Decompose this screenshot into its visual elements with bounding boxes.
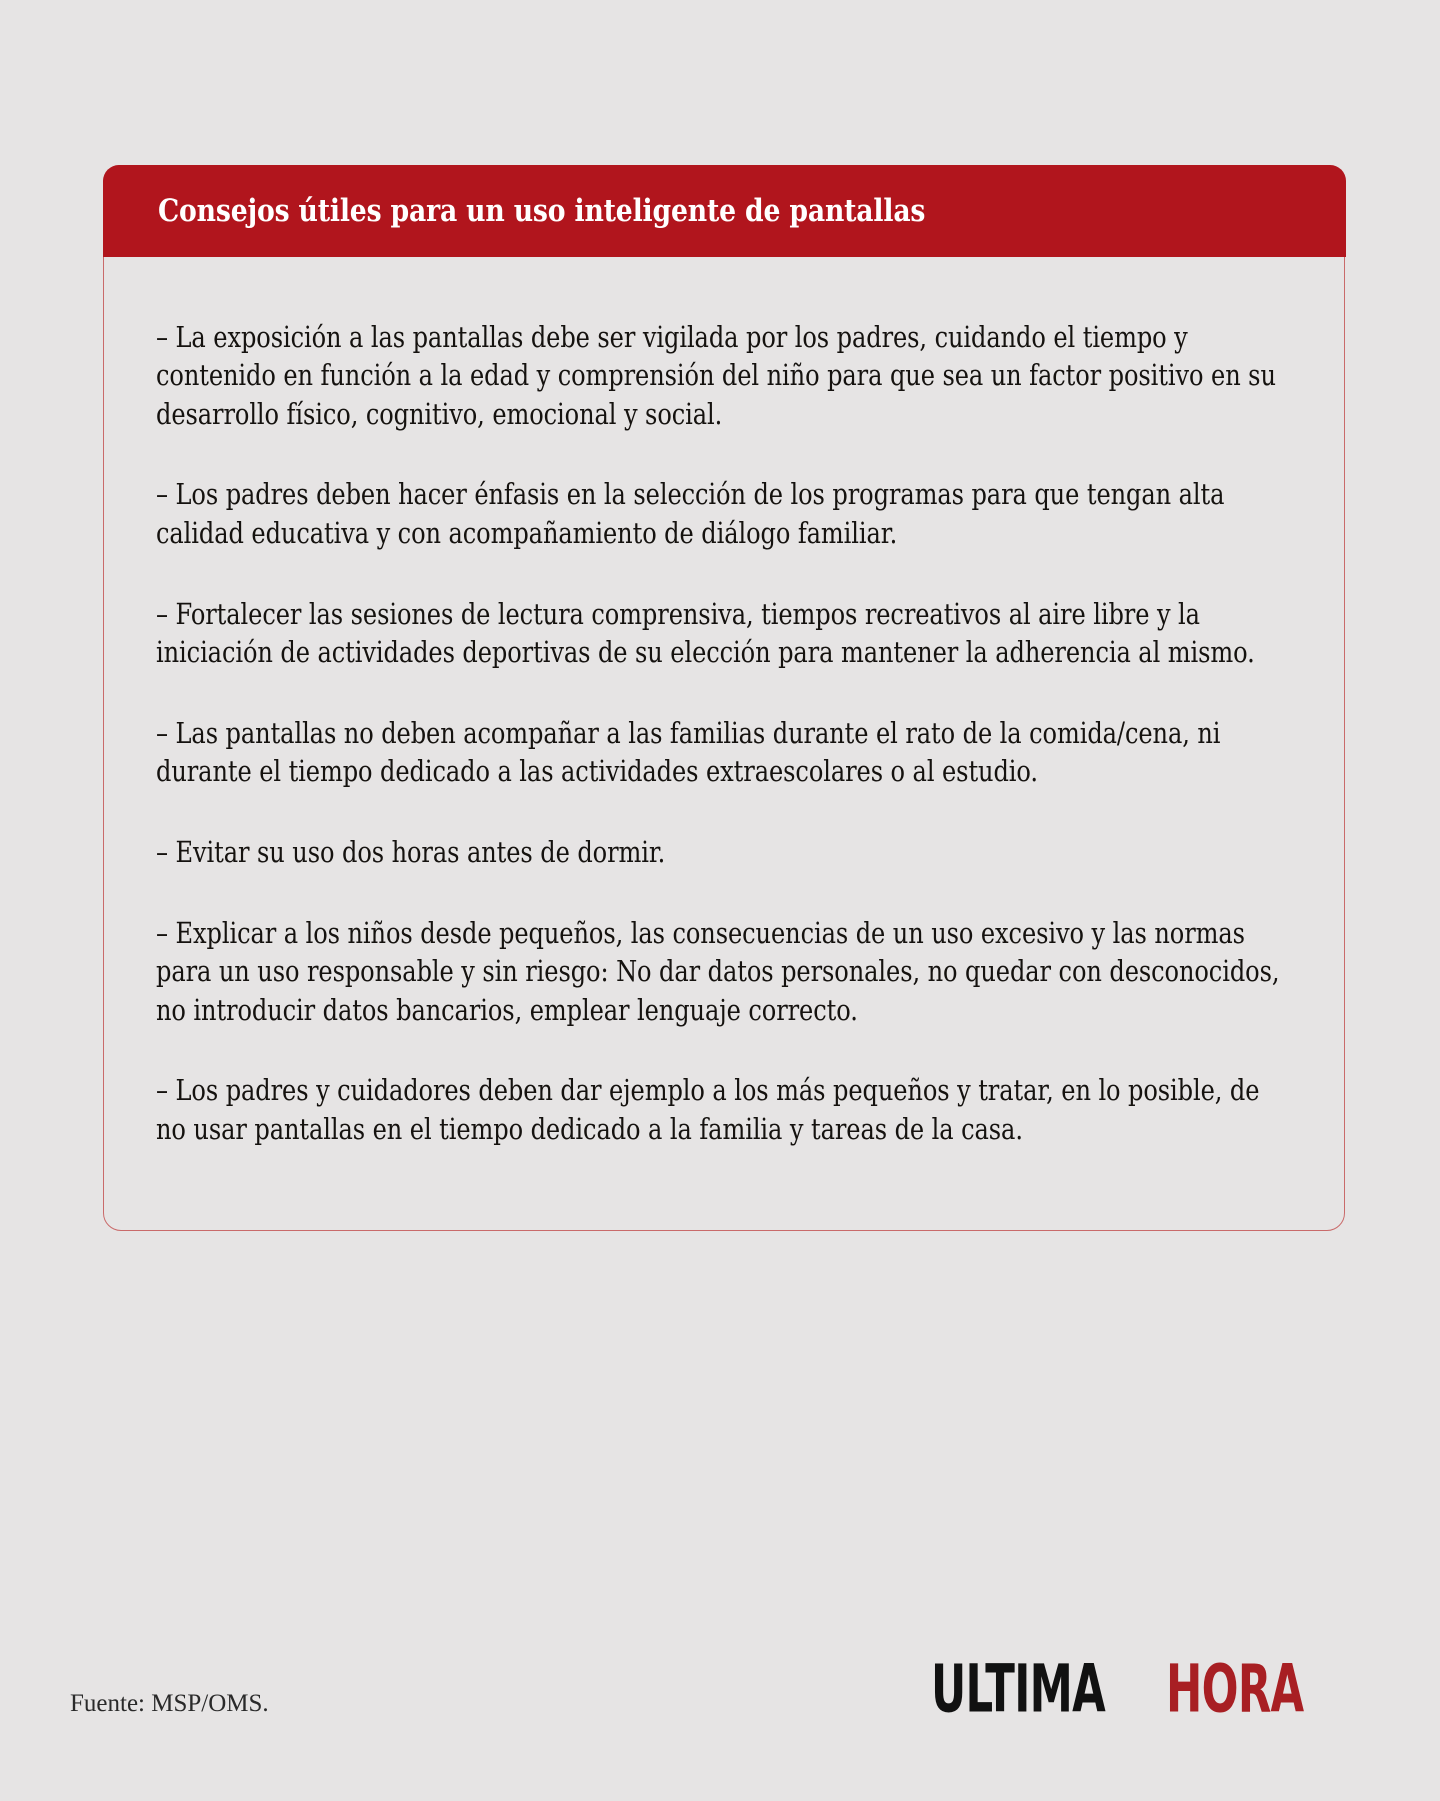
tip-item: – Evitar su uso dos horas antes de dormir. [156,835,666,869]
tip-item: – Fortalecer las sesiones de lectura comprensiva, tiempos recreativos al aire libre y la iniciación de actividades deportivas de su elección para mantener la adherencia al mismo. [156,597,1255,670]
card-header [103,165,1346,257]
tip-item: – Las pantallas no deben acompañar a las familias durante el rato de la comida/cena, ni durante el tiempo dedicado a las actividades extraescolares o al estudio. [156,716,1221,789]
logo-primary-text: ULTIMA [931,1649,1106,1728]
ultimahora-logo [931,1649,1362,1728]
source-label: Fuente: MSP/OMS. [70,1690,269,1717]
tip-item: – Los padres deben hacer énfasis en la selección de los programas para que tengan alta calidad educativa y con acompañamiento de diálogo familiar. [156,478,1225,550]
footer [0,1650,1440,1780]
tips-card [103,165,1345,1231]
card-body [104,257,1344,1230]
card-title: Consejos útiles para un uso inteligente de pantallas [157,192,925,229]
tip-item: – La exposición a las pantallas debe ser vigilada por los padres, cuidando el tiempo y contenido en función a la edad y comprensión del niño para que sea un factor positivo en su desarrollo físico, cognitivo, emocional y social. [156,320,1276,431]
tip-item: – Los padres y cuidadores deben dar ejemplo a los más pequeños y tratar, en lo posible, de no usar pantallas en el tiempo dedicado a la familia y tareas de la casa. [156,1074,1260,1147]
logo-accent-text: HORA [1165,1649,1304,1728]
tip-item: – Explicar a los niños desde pequeños, las consecuencias de un uso excesivo y las normas para un uso responsable y sin riesgo: No dar datos personales, no quedar con desconocidos, no introducir datos bancarios, emplear lenguaje correcto. [156,916,1280,1027]
